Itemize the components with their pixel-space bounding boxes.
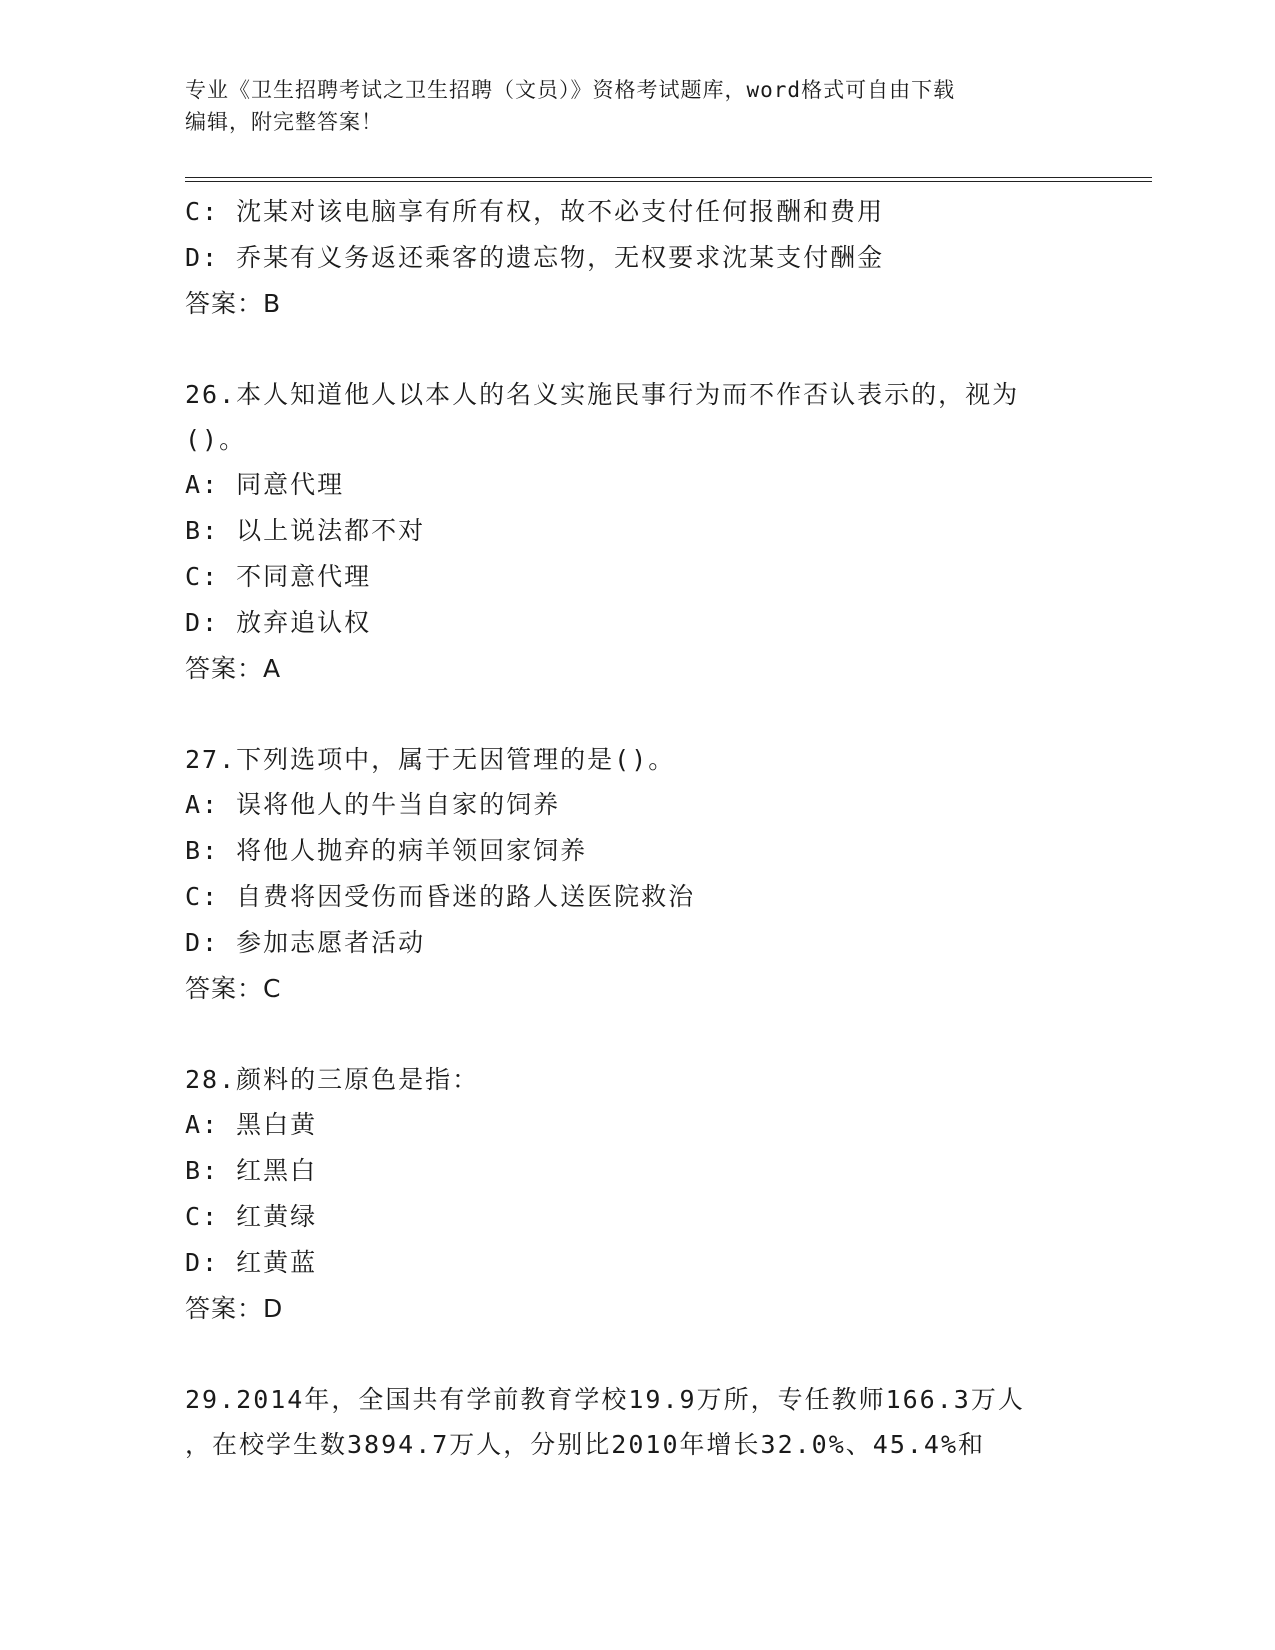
option-text: 参加志愿者活动: [236, 928, 426, 957]
option-label: A:: [185, 1110, 220, 1139]
option-label: B:: [185, 836, 220, 865]
option-a: [185, 462, 1085, 508]
option-text: 放弃追认权: [236, 608, 372, 637]
question-25-continuation: [185, 189, 1085, 327]
question-29: [185, 1377, 1085, 1467]
option-label: C:: [185, 562, 220, 591]
option-label: B:: [185, 1156, 220, 1185]
question-stem-line-1: 26.本人知道他人以本人的名义实施民事行为而不作否认表示的，视为: [185, 380, 1020, 409]
option-text: 红黄蓝: [236, 1248, 318, 1277]
option-c: [185, 189, 1085, 235]
option-b: [185, 828, 1085, 874]
option-label: B:: [185, 516, 220, 545]
option-d: [185, 600, 1085, 646]
option-label: C:: [185, 197, 220, 226]
answer-line: 答案：B: [185, 289, 282, 318]
answer-line: 答案：C: [185, 974, 282, 1003]
option-text: 以上说法都不对: [236, 516, 426, 545]
option-label: D:: [185, 608, 220, 637]
option-text: 误将他人的牛当自家的饲养: [236, 790, 561, 819]
answer-line: 答案：A: [185, 654, 282, 683]
question-stem-line-1: 29.2014年，全国共有学前教育学校19.9万所，专任教师166.3万人: [185, 1385, 1025, 1414]
option-text: 乔某有义务返还乘客的遗忘物，无权要求沈某支付酬金: [236, 243, 885, 272]
question-27: [185, 737, 1085, 1012]
option-label: D:: [185, 1248, 220, 1277]
option-a: [185, 782, 1085, 828]
option-text: 不同意代理: [236, 562, 372, 591]
question-stem-line-1: 28.颜料的三原色是指：: [185, 1065, 480, 1094]
option-text: 沈某对该电脑享有所有权，故不必支付任何报酬和费用: [236, 197, 885, 226]
option-text: 将他人抛弃的病羊领回家饲养: [236, 836, 588, 865]
option-label: D:: [185, 243, 220, 272]
option-d: [185, 920, 1085, 966]
option-text: 红黄绿: [236, 1202, 318, 1231]
header-line-2: 编辑，附完整答案！: [185, 110, 383, 134]
option-a: [185, 1102, 1085, 1148]
header-line-1: 专业《卫生招聘考试之卫生招聘（文员）》资格考试题库，word格式可自由下载: [185, 78, 956, 102]
answer-line: 答案：D: [185, 1294, 284, 1323]
option-text: 同意代理: [236, 470, 345, 499]
option-label: D:: [185, 928, 220, 957]
option-c: [185, 1194, 1085, 1240]
question-list: [185, 189, 1085, 1467]
question-28: [185, 1057, 1085, 1332]
question-stem-line-2: ()。: [185, 425, 247, 454]
question-26: [185, 372, 1085, 692]
option-b: [185, 1148, 1085, 1194]
option-text: 自费将因受伤而昏迷的路人送医院救治: [236, 882, 696, 911]
question-stem-line-2: ，在校学生数3894.7万人，分别比2010年增长32.0%、45.4%和: [185, 1430, 986, 1459]
option-label: A:: [185, 470, 220, 499]
option-label: C:: [185, 882, 220, 911]
option-label: C:: [185, 1202, 220, 1231]
option-text: 黑白黄: [236, 1110, 318, 1139]
option-b: [185, 508, 1085, 554]
option-text: 红黑白: [236, 1156, 318, 1185]
option-c: [185, 874, 1085, 920]
option-d: [185, 235, 1085, 281]
option-c: [185, 554, 1085, 600]
option-d: [185, 1240, 1085, 1286]
document-header: [185, 74, 1085, 138]
option-label: A:: [185, 790, 220, 819]
question-stem-line-1: 27.下列选项中，属于无因管理的是()。: [185, 745, 676, 774]
header-divider: [185, 177, 1152, 182]
